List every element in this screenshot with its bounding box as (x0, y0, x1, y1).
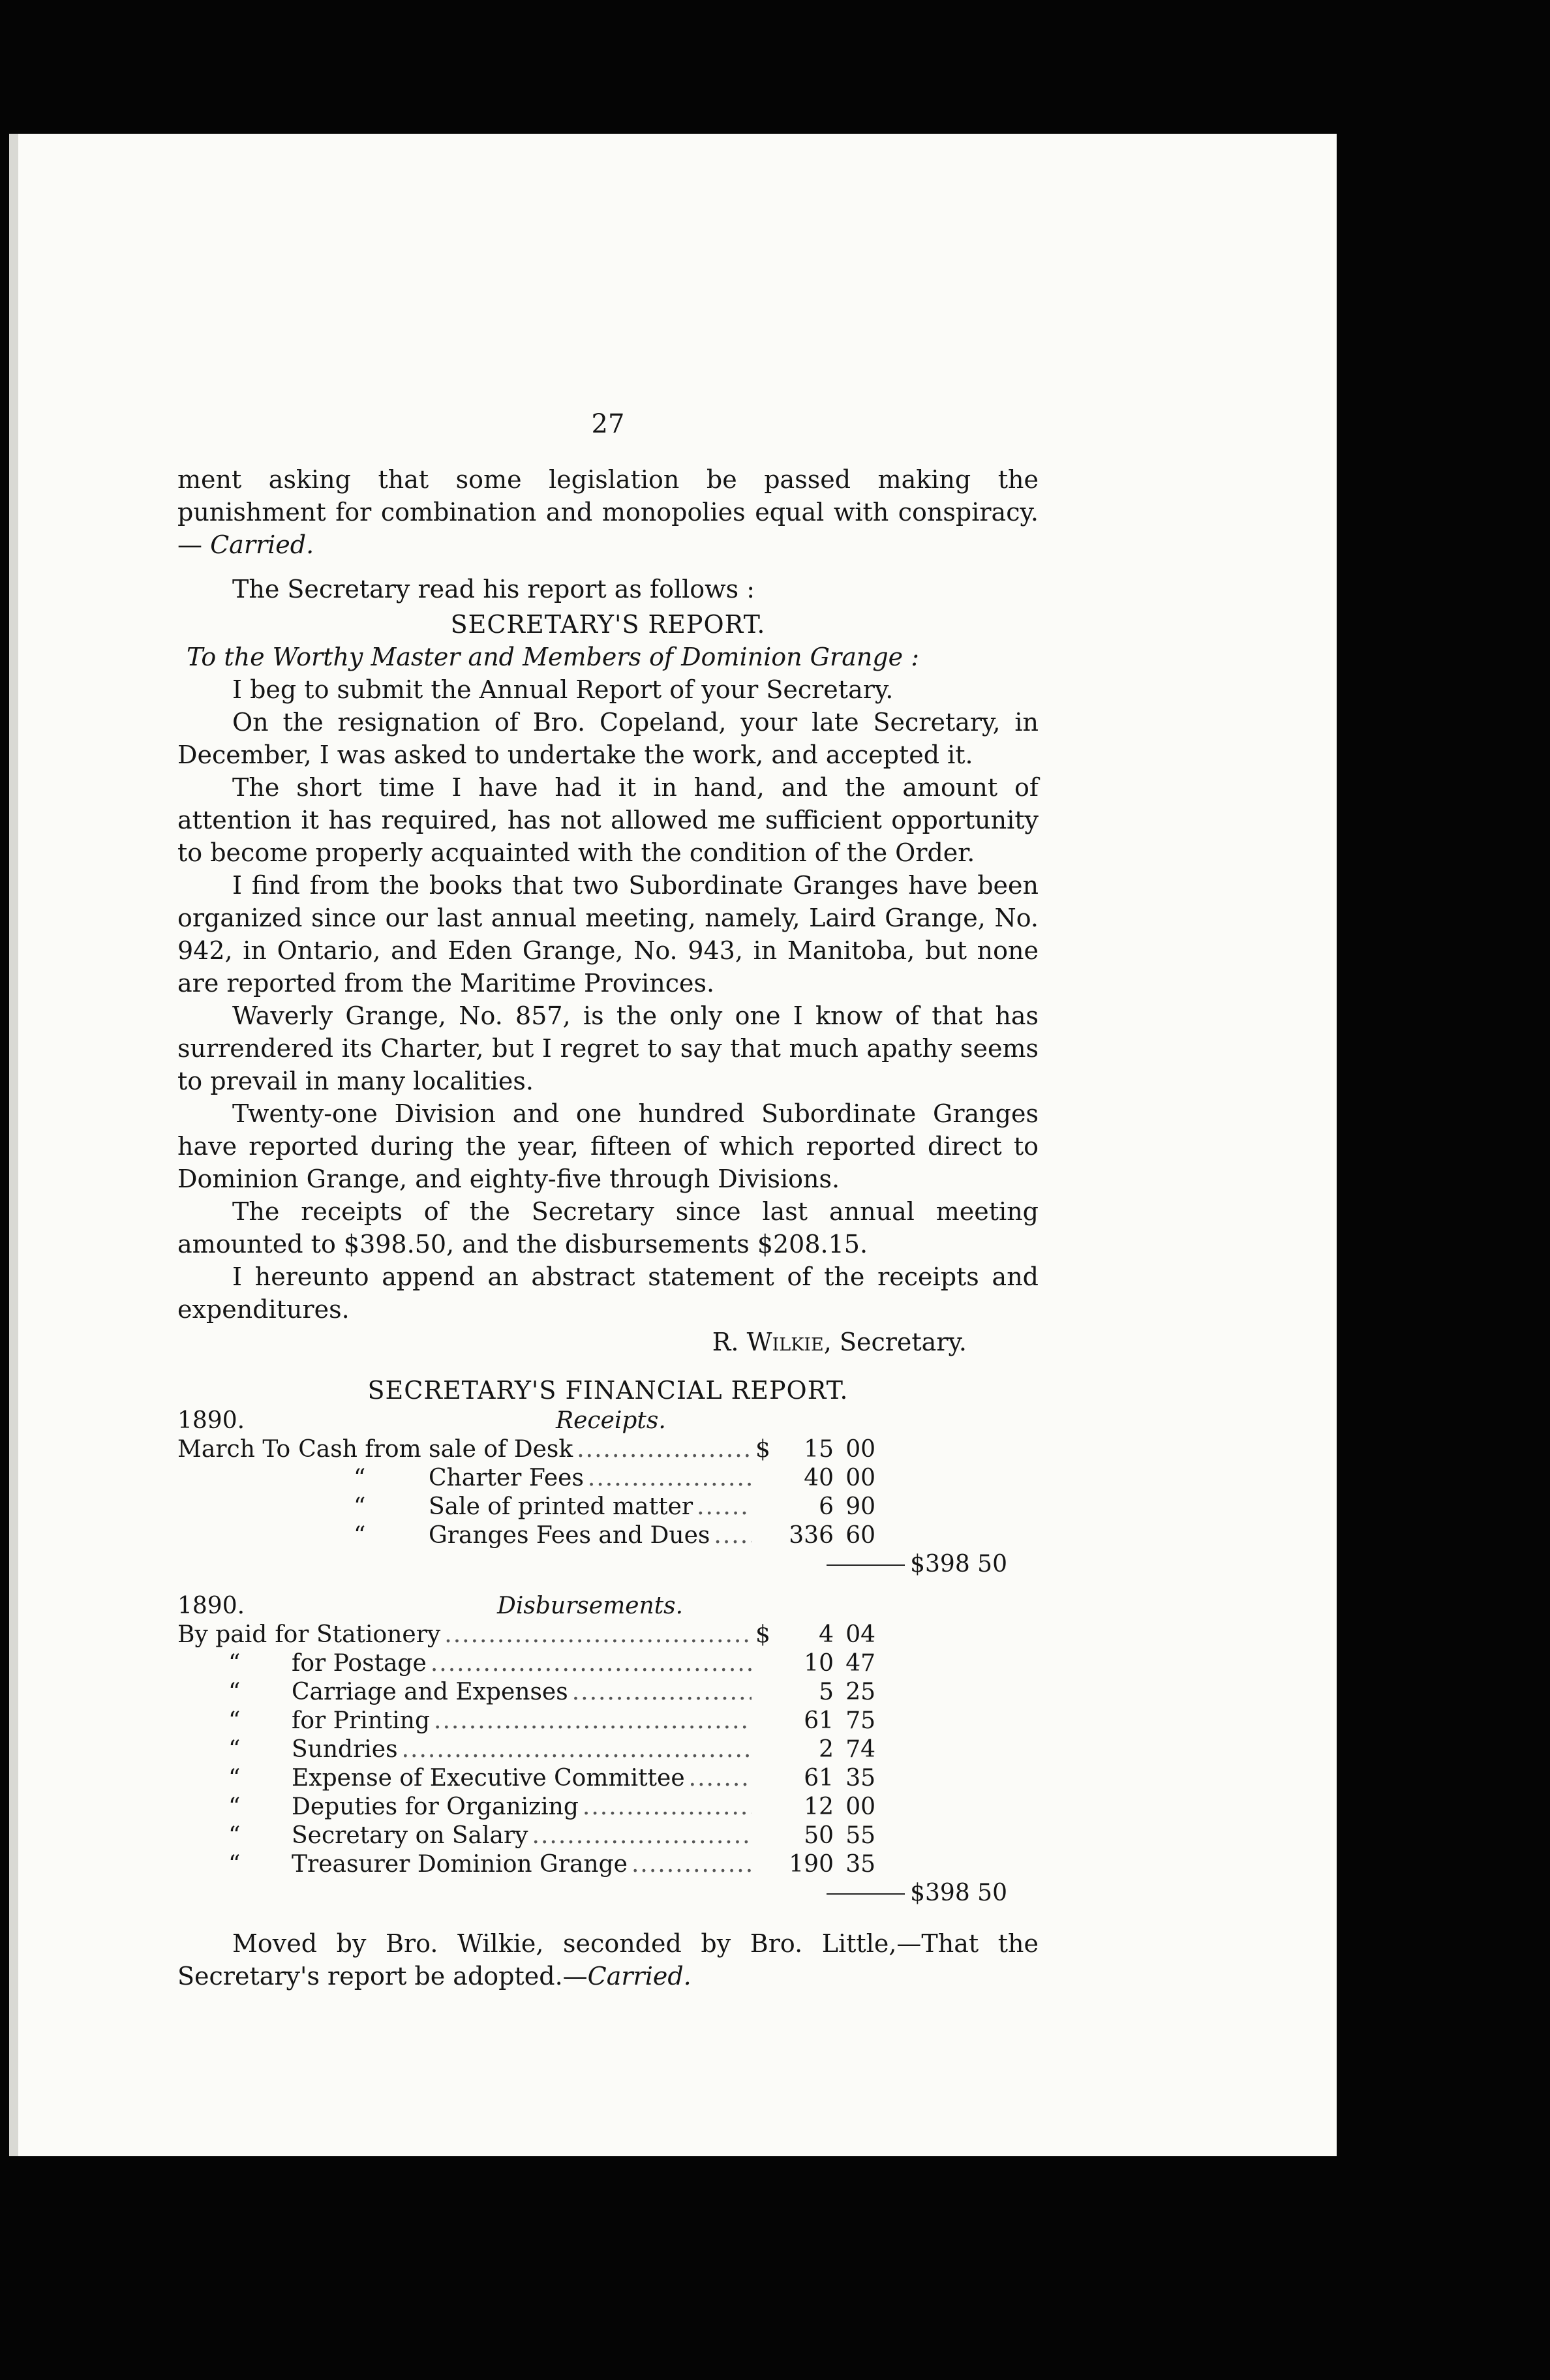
disbursements-item-cents: 00 (845, 1793, 875, 1820)
receipts-total: $398 50 (910, 1551, 1007, 1578)
receipts-item-dollars: 40 (804, 1465, 834, 1491)
disbursements-heading: Disbursements. (497, 1593, 684, 1619)
report-paragraph: The receipts of the Secretary since last annual meeting amounted to $398.50, and the disbursements $208.15. (177, 1197, 1039, 1259)
disbursements-row (177, 1822, 1032, 1850)
salutation: To the Worthy Master and Members of Dominion Grange : (187, 643, 920, 671)
leader-dots (714, 1521, 752, 1550)
disbursements-ditto-mark: “ (228, 1851, 241, 1878)
report-paragraph: Twenty-one Division and one hundred Subordinate Granges have reported during the year, fifteen of which reported direct to Dominion Grange, and eighty-five through Divisions. (177, 1099, 1039, 1193)
receipts-item-cents: 90 (845, 1493, 875, 1520)
disbursements-item-cents: 25 (845, 1679, 875, 1705)
disbursements-item-label: Sundries (292, 1736, 398, 1763)
leader-dots (431, 1649, 752, 1678)
signature-title: Secretary. (839, 1328, 967, 1356)
disbursements-item-dollars: 4 (819, 1621, 834, 1648)
disbursements-item-dollars: 61 (804, 1765, 834, 1792)
disbursements-header-row (177, 1592, 1032, 1621)
receipts-heading: Receipts. (556, 1407, 666, 1434)
disbursements-year: 1890. (177, 1593, 245, 1619)
disbursements-row (177, 1621, 1032, 1649)
disbursements-item-cents: 47 (845, 1650, 875, 1677)
disbursements-row (177, 1764, 1032, 1793)
leader-dots (583, 1793, 752, 1822)
receipts-item-dollars: 6 (819, 1493, 834, 1520)
receipts-item-dollars: 15 (804, 1436, 834, 1463)
receipts-year: 1890. (177, 1407, 245, 1434)
receipts-total-row (177, 1550, 1032, 1579)
body-text (177, 463, 1039, 1992)
document-page (9, 134, 1337, 2156)
disbursements-item-currency: $ (755, 1621, 770, 1648)
disbursements-item-label: Carriage and Expenses (292, 1679, 568, 1705)
disbursements-ditto-mark: “ (228, 1822, 241, 1849)
leader-dots (434, 1707, 752, 1735)
disbursements-row (177, 1707, 1032, 1735)
receipts-row (177, 1493, 1032, 1521)
receipts-ditto-mark: “ (354, 1522, 366, 1549)
motion-text: Moved by Bro. Wilkie, seconded by Bro. Little,—That the Secretary's report be adopted.— (177, 1929, 1039, 1991)
opening-paragraph (177, 463, 1039, 561)
report-paragraph: On the resignation of Bro. Copeland, your late Secretary, in December, I was asked to undertake the work, and accepted it. (177, 708, 1039, 769)
receipts-item-cents: 60 (845, 1522, 875, 1549)
ledger-spacer (177, 1579, 1032, 1592)
disbursements-item-label: Deputies for Organizing (292, 1793, 579, 1820)
disbursements-item-label: for Stationery (275, 1621, 441, 1648)
report-paragraph: I beg to submit the Annual Report of your Secretary. (232, 675, 894, 704)
receipts-ditto-mark: “ (354, 1493, 366, 1520)
receipt-rows (177, 1435, 1032, 1550)
disbursements-item-dollars: 50 (804, 1822, 834, 1849)
leader-dots (532, 1822, 752, 1850)
disbursements-item-dollars: 61 (804, 1707, 834, 1734)
report-paragraphs (177, 673, 1039, 1326)
receipts-item-cents: 00 (845, 1465, 875, 1491)
receipts-header-row (177, 1407, 1032, 1435)
disbursements-ditto-mark: “ (228, 1650, 241, 1677)
receipts-row (177, 1464, 1032, 1493)
receipts-item-dollars: 336 (789, 1522, 834, 1549)
signature-name: R. Wilkie, (712, 1328, 832, 1356)
disbursements-row (177, 1678, 1032, 1707)
report-paragraph: The short time I have had it in hand, and the amount of attention it has required, has not allowed me sufficient opportunity to become properly acquainted with the condition of the Order. (177, 773, 1039, 867)
disbursements-item-cents: 35 (845, 1765, 875, 1792)
receipts-item-label: Cash from sale of Desk (298, 1436, 573, 1463)
receipts-item-label: Granges Fees and Dues (429, 1522, 710, 1549)
disbursements-ditto-mark: “ (228, 1707, 241, 1734)
receipts-item-cents: 00 (845, 1436, 875, 1463)
disbursements-item-cents: 35 (845, 1851, 875, 1878)
leader-dots (577, 1435, 752, 1464)
leader-dots (588, 1464, 752, 1493)
disbursements-row (177, 1850, 1032, 1879)
disbursements-ditto-mark: “ (228, 1736, 241, 1763)
disbursements-item-label: Expense of Executive Committee (292, 1765, 685, 1792)
report-paragraph: I find from the books that two Subordinate Granges have been organized since our last annual meeting, namely, Laird Grange, No. 942, in Ontario, and Eden Grange, No. 943, in Manitoba, but none are reported from the Maritime Provinces. (177, 871, 1039, 998)
disbursements-row (177, 1649, 1032, 1678)
leader-dots (402, 1735, 752, 1764)
leader-dots (444, 1621, 752, 1649)
disbursements-ditto-mark: “ (228, 1793, 241, 1820)
receipts-item-label: Charter Fees (429, 1465, 584, 1491)
receipts-ditto-mark: “ (354, 1465, 366, 1491)
disbursements-item-cents: 55 (845, 1822, 875, 1849)
leader-dots (689, 1764, 752, 1793)
leader-dots (697, 1493, 752, 1521)
report-heading: SECRETARY'S REPORT. (450, 610, 766, 639)
receipts-ledger (177, 1407, 1032, 1908)
disbursements-item-dollars: 190 (789, 1851, 834, 1878)
opening-text: ment asking that some legislation be passed making the punishment for combination and monopolies equal with conspiracy.— (177, 465, 1039, 559)
receipts-item-currency: $ (755, 1436, 770, 1463)
report-paragraph: I hereunto append an abstract statement of the receipts and expenditures. (177, 1262, 1039, 1324)
disbursements-item-cents: 74 (845, 1736, 875, 1763)
disbursements-item-dollars: 12 (804, 1793, 834, 1820)
disbursements-total: $398 50 (910, 1880, 1007, 1906)
disbursements-item-dollars: 10 (804, 1650, 834, 1677)
signature (177, 1326, 1039, 1358)
disbursements-item-label: for Postage (292, 1650, 427, 1677)
disbursements-item-label: Secretary on Salary (292, 1822, 528, 1849)
disbursements-item-dollars: 5 (819, 1679, 834, 1705)
intro-line: The Secretary read his report as follows : (232, 575, 755, 603)
disbursements-item-cents: 04 (845, 1621, 875, 1648)
disbursements-prefix: By paid (177, 1621, 267, 1648)
disbursements-item-label: Treasurer Dominion Grange (292, 1851, 628, 1878)
motion-carried: Carried. (587, 1962, 691, 1991)
motion-paragraph (177, 1927, 1039, 1992)
disbursements-total-row (177, 1879, 1032, 1908)
receipts-row (177, 1521, 1032, 1550)
receipts-row (177, 1435, 1032, 1464)
disbursements-row (177, 1793, 1032, 1822)
disbursements-item-dollars: 2 (819, 1736, 834, 1763)
disbursement-rows (177, 1621, 1032, 1879)
report-paragraph: Waverly Grange, No. 857, is the only one I know of that has surrendered its Charter, but I regret to say that much apathy seems to prevail in many localities. (177, 1001, 1039, 1095)
leader-dots (631, 1850, 752, 1879)
disbursements-item-label: for Printing (292, 1707, 430, 1734)
page-number: 27 (591, 409, 625, 439)
disbursements-ditto-mark: “ (228, 1765, 241, 1792)
disbursements-item-cents: 75 (845, 1707, 875, 1734)
disbursements-ditto-mark: “ (228, 1679, 241, 1705)
opening-carried: Carried. (210, 530, 314, 559)
leader-dots (572, 1678, 752, 1707)
financial-report-title: SECRETARY'S FINANCIAL REPORT. (367, 1376, 849, 1405)
receipts-prefix: March To (177, 1436, 291, 1463)
receipts-item-label: Sale of printed matter (429, 1493, 693, 1520)
disbursements-row (177, 1735, 1032, 1764)
